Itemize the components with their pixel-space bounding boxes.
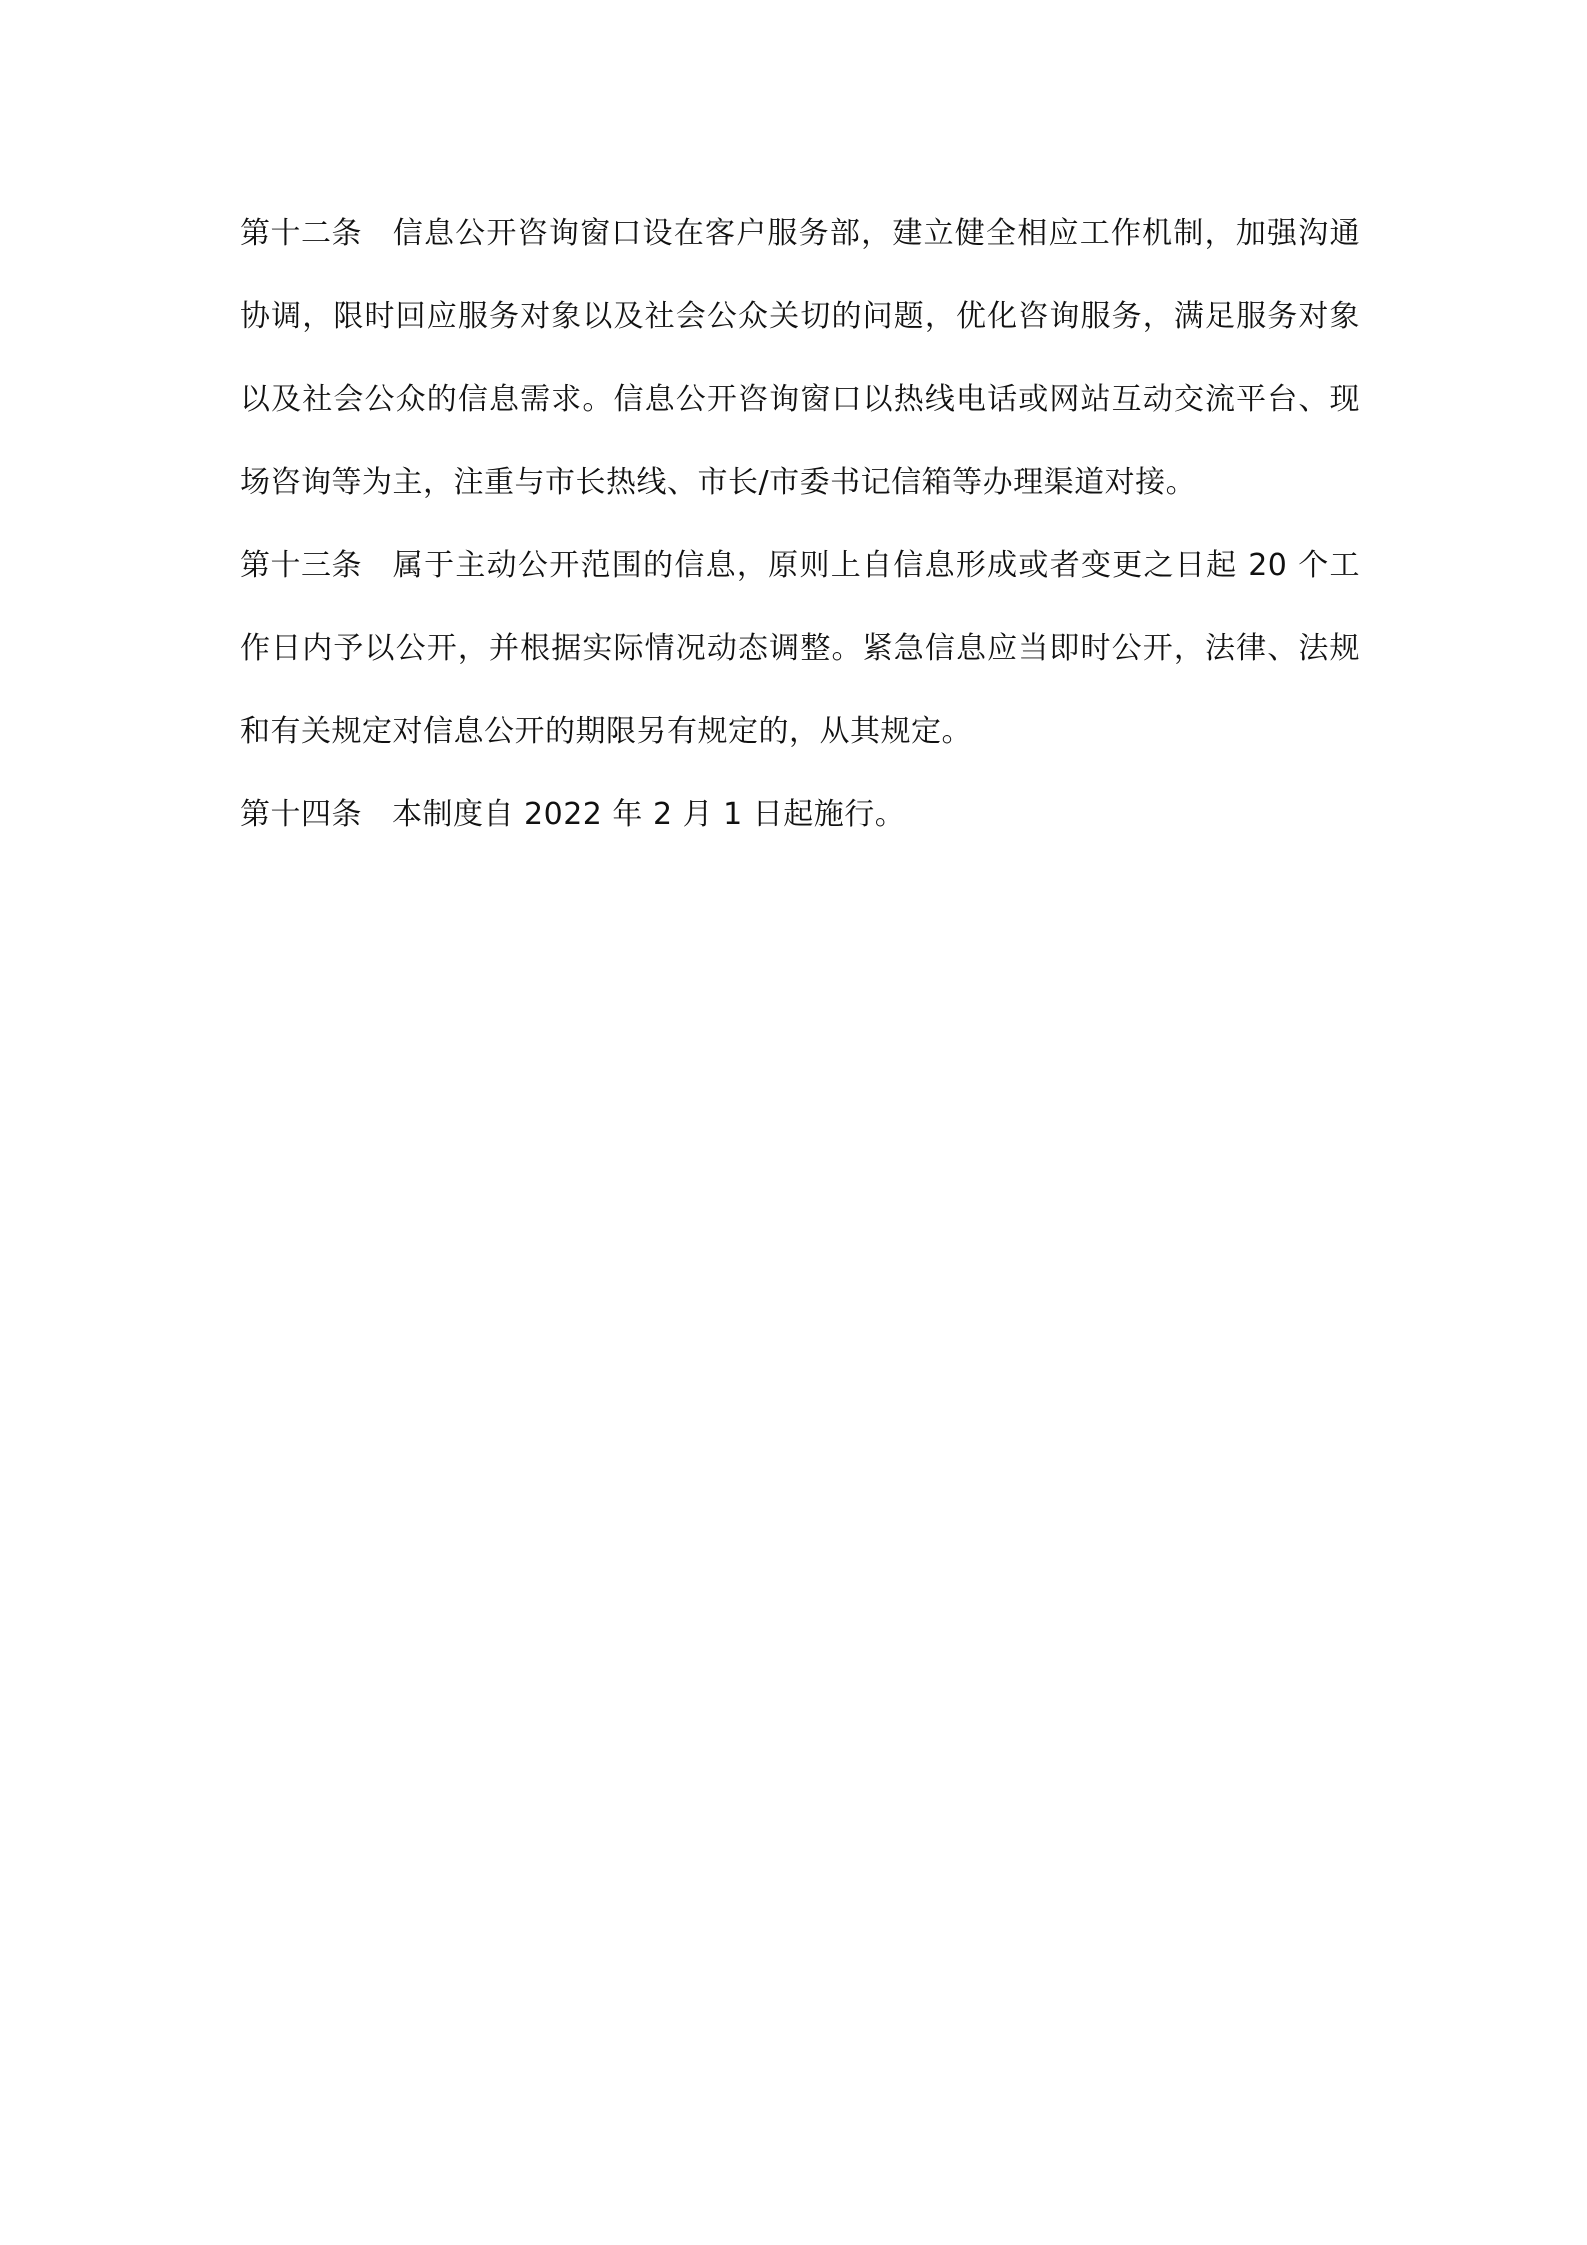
document-body <box>240 192 1360 856</box>
article-13 <box>240 524 1360 773</box>
article-text: 信息公开咨询窗口设在客户服务部，建立健全相应工作机制，加强沟通协调，限时回应服务对象以及社会公众关切的问题，优化咨询服务，满足服务对象以及社会公众的信息需求。信息公开咨询窗口以热线电话或网站互动交流平台、现场咨询等为主，注重与市长热线、市长/市委书记信箱等办理渠道对接。 <box>240 216 1360 500</box>
article-number: 第十四条 <box>240 797 362 832</box>
article-number: 第十二条 <box>240 216 362 251</box>
article-14 <box>240 773 1360 856</box>
article-number: 第十三条 <box>240 548 362 583</box>
article-text: 本制度自 2022 年 2 月 1 日起施行。 <box>392 797 906 832</box>
article-text: 属于主动公开范围的信息，原则上自信息形成或者变更之日起 20 个工作日内予以公开，并根据实际情况动态调整。紧急信息应当即时公开，法律、法规和有关规定对信息公开的期限另有规定的，从其规定。 <box>240 548 1360 749</box>
article-12 <box>240 192 1360 524</box>
